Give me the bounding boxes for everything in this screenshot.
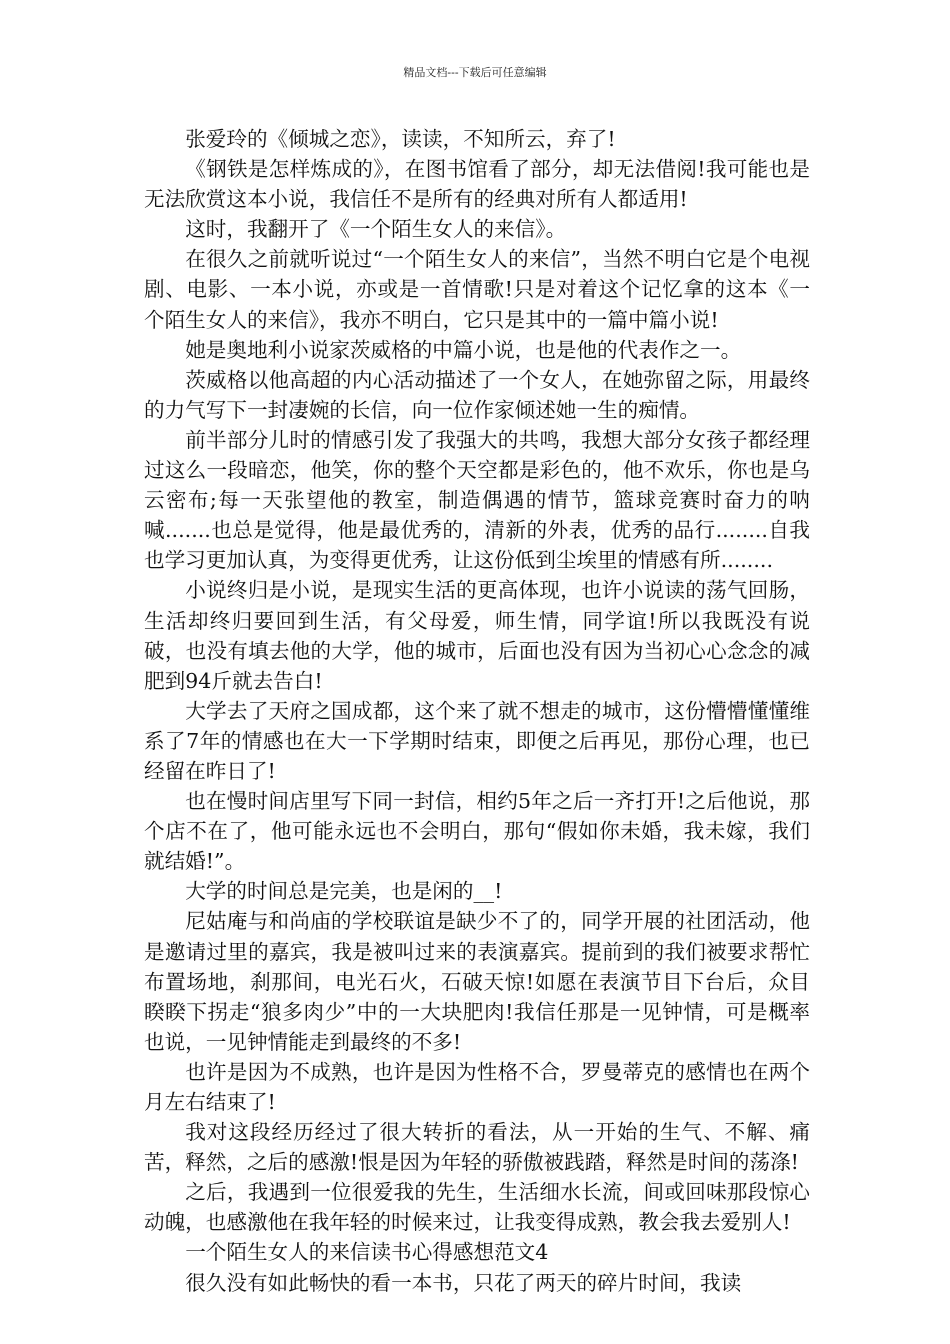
paragraph: 在很久之前就听说过“一个陌生女人的来信”，当然不明白它是个电视剧、电影、一本小说，亦或是一首情歌!只是对着这个记忆拿的这本《一个陌生女人的来信》，我亦不明白，它只是其中的一篇中篇小说! — [144, 247, 810, 332]
paragraph: 她是奥地利小说家茨威格的中篇小说，也是他的代表作之一。 — [185, 337, 742, 362]
paragraph: 尼姑庵与和尚庙的学校联谊是缺少不了的，同学开展的社团活动，他是邀请过里的嘉宾，我是被叫过来的表演嘉宾。提前到的我们被要求帮忙布置场地，刹那间，电光石火，石破天惊!如愿在表演节目下台后，众目睽睽下拐走“狼多肉少”中的一大块肥肉!我信任那是一见钟情，可是概率也说，一见钟情能走到最终的不多! — [144, 909, 810, 1054]
paragraph: 也在慢时间店里写下同一封信，相约5年之后一齐打开!之后他说，那个店不在了，他可能永远也不会明白，那句“假如你未婚，我未嫁，我们就结婚!”。 — [144, 789, 810, 874]
section-heading: 一个陌生女人的来信读书心得感想范文4 — [185, 1240, 549, 1265]
paragraph: 我对这段经历经过了很大转折的看法，从一开始的生气、不解、痛苦，释然，之后的感激!恨是因为年轻的骄傲被践踏，释然是时间的荡涤! — [144, 1120, 810, 1175]
paragraph: 大学去了天府之国成都，这个来了就不想走的城市，这份懵懵懂懂维系了7年的情感也在大一下学期时结束，即便之后再见，那份心理，也已经留在昨日了! — [144, 698, 810, 783]
paragraph: 茨威格以他高超的内心活动描述了一个女人，在她弥留之际，用最终的力气写下一封凄婉的长信，向一位作家倾述她一生的痴情。 — [144, 367, 810, 422]
paragraph: 之后，我遇到一位很爱我的先生，生活细水长流，间或回味那段惊心动魄，也感激他在我年轻的时候来过，让我变得成熟，教会我去爱别人! — [144, 1180, 810, 1235]
document-body — [144, 124, 810, 1298]
paragraph: 这时，我翻开了《一个陌生女人的来信》。 — [185, 217, 567, 242]
paragraph: 很久没有如此畅快的看一本书，只花了两天的碎片时间，我读 — [185, 1270, 742, 1295]
paragraph: 张爱玲的《倾城之恋》，读读，不知所云，弃了! — [185, 127, 616, 151]
paragraph: 大学的时间总是完美，也是闲的__! — [185, 879, 503, 904]
page-header: 精品文档---下载后可任意编辑 — [403, 66, 547, 79]
paragraph: 《钢铁是怎样炼成的》，在图书馆看了部分，却无法借阅!我可能也是无法欣赏这本小说，我信任不是所有的经典对所有人都适用! — [144, 157, 810, 212]
paragraph: 小说终归是小说，是现实生活的更高体现，也许小说读的荡气回肠，生活却终归要回到生活，有父母爱，师生情，同学谊!所以我既没有说破，也没有填去他的大学，他的城市，后面也没有因为当初心心念念的减肥到94斤就去告白! — [144, 578, 810, 693]
paragraph: 前半部分儿时的情感引发了我强大的共鸣，我想大部分女孩子都经理过这么一段暗恋，他笑，你的整个天空都是彩色的，他不欢乐，你也是乌云密布;每一天张望他的教室，制造偶遇的情节，篮球竞赛时奋力的呐喊.......也总是觉得，他是最优秀的，清新的外表，优秀的品行........自我也学习更加认真，为变得更优秀，让这份低到尘埃里的情感有所........ — [144, 427, 810, 573]
paragraph: 也许是因为不成熟，也许是因为性格不合，罗曼蒂克的感情也在两个月左右结束了! — [144, 1059, 810, 1114]
